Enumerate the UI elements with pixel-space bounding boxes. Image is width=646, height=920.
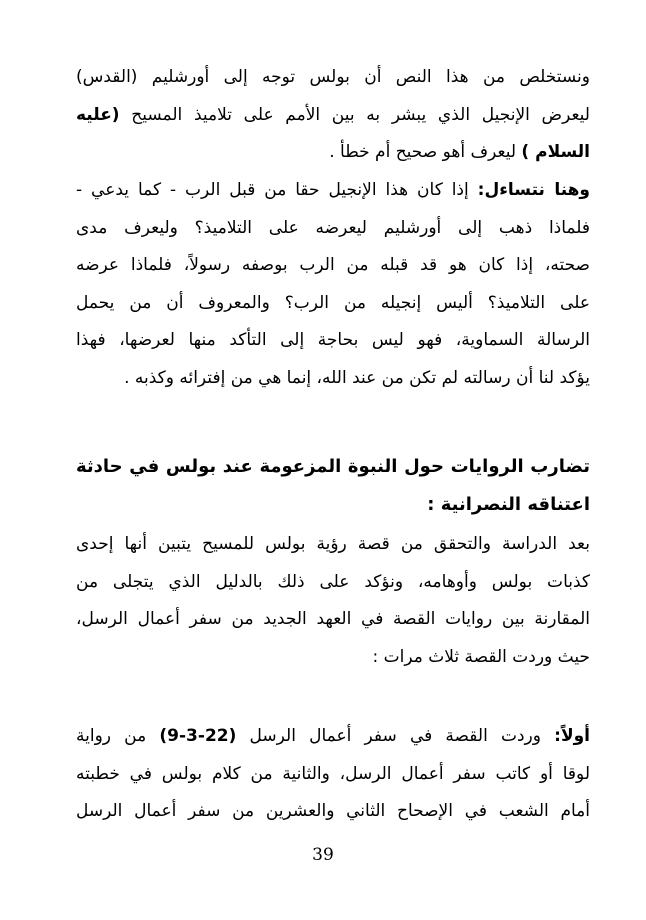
text-line: فلماذا ذهب إلى أورشليم ليعرضه على التلاميذ؟ وليعرف مدى	[76, 217, 590, 238]
bold-lead: أولاً:	[554, 726, 590, 746]
text-run: من رواية	[76, 726, 160, 746]
text-line: يؤكد لنا أن رسالته لم تكن من عند الله، إنما هي من إفترائه وكذبه .	[124, 367, 590, 388]
text-line: الرسالة السماوية، فهو ليس بحاجة إلى التأكد منها لعرضها، فهذا	[76, 330, 590, 350]
text-line: أمام الشعب في الإصحاح الثاني والعشرين من سفر أعمال الرسل	[76, 801, 590, 821]
text-line: لوقا أو كاتب سفر أعمال الرسل، والثانية من كلام بولس في خطبته	[76, 763, 590, 784]
text-run: ليعرف أهو صحيح أم خطأ .	[329, 142, 522, 162]
text-run: وردت القصة في سفر أعمال الرسل	[236, 726, 555, 746]
text-run: ليعرض الإنجيل الذي يبشر به بين الأمم على تلاميذ المسيح	[119, 104, 590, 125]
text-line: ونستخلص من هذا النص أن بولس توجه إلى أورشليم (القدس)	[76, 67, 590, 87]
text-line: حيث وردت القصة ثلاث مرات :	[372, 646, 590, 667]
paragraph-conclusion	[76, 59, 590, 172]
heading-line: اعتناقه النصرانية :	[427, 493, 590, 515]
text-run: إذا كان هذا الإنجيل حقا من قبل الرب - كما يدعي -	[76, 180, 478, 200]
bold-run: (عليه	[76, 104, 120, 125]
page-number: 39	[312, 845, 334, 865]
bold-run: السلام )	[521, 142, 590, 162]
text-line: بعد الدراسة والتحقق من قصة رؤية بولس للمسيح يتبين أنها إحدى	[76, 534, 590, 554]
verse-reference: (9-3-22)	[159, 726, 237, 746]
bold-lead: وهنا نتساءل:	[477, 180, 590, 200]
text-line: المقارنة بين روايات القصة في العهد الجديد من سفر أعمال الرسل،	[76, 609, 590, 629]
heading-line: تضارب الروايات حول النبوة المزعومة عند بولس في حادثة	[76, 456, 590, 477]
text-line: كذبات بولس وأوهامه، ونؤكد على ذلك بالدليل الذي يتجلى من	[76, 571, 590, 592]
text-line	[76, 718, 590, 756]
text-line: صحته، إذا كان هو قد قبله من الرب بوصفه رسولاً، فلماذا عرضه	[76, 255, 590, 275]
text-line	[76, 172, 590, 210]
paragraph-question	[76, 172, 590, 397]
text-line	[76, 134, 590, 172]
section-heading	[76, 448, 590, 523]
paragraph-first	[76, 718, 590, 831]
text-line: على التلاميذ؟ أليس إنجيله من الرب؟ والمعروف أن من يحمل	[76, 292, 590, 313]
text-line	[76, 97, 590, 135]
paragraph-study	[76, 526, 590, 676]
